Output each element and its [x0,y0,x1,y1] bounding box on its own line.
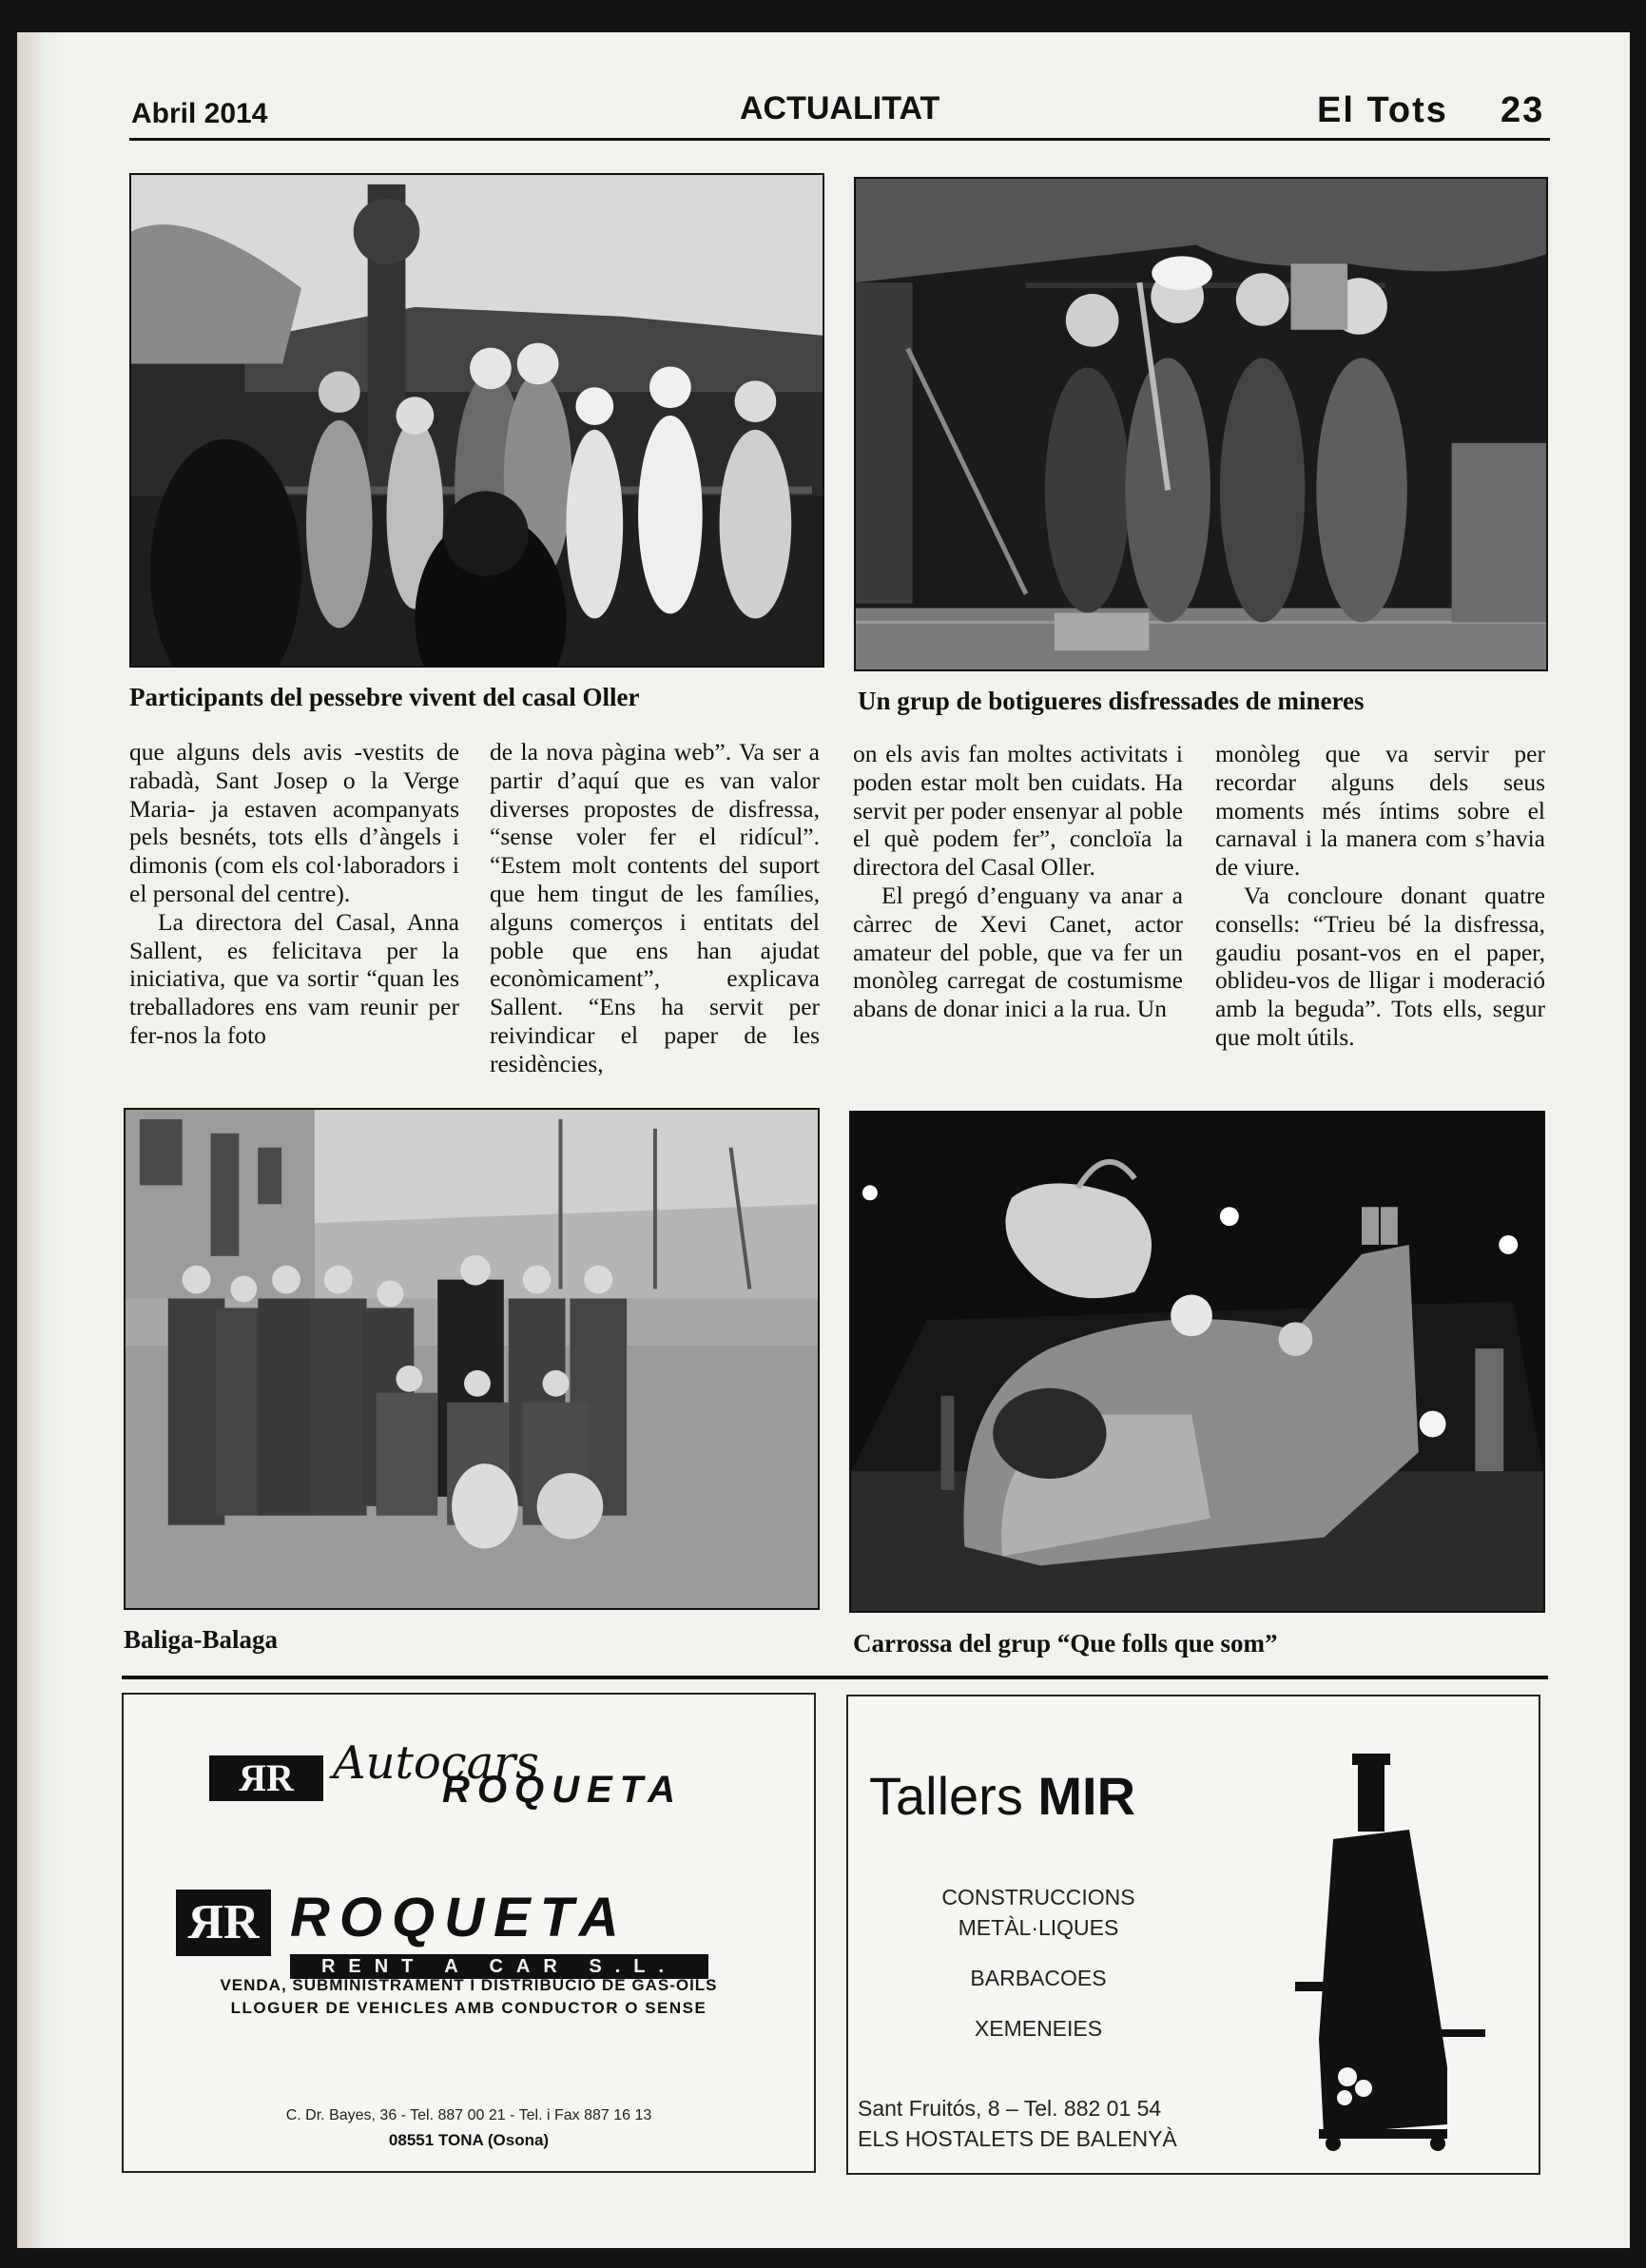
roqueta-services-1: VENDA, SUBMINISTRAMENT I DISTRIBUCIÓ DE GAS-OILS [220,1976,718,1994]
mir-address: Sant Fruitós, 8 – Tel. 882 01 54 [858,2096,1162,2121]
rent-a-car-bar: RENT A CAR S.L. [290,1954,708,1979]
mir-title-light: Tallers [869,1766,1023,1826]
barbecue-icon [1295,1754,1485,2153]
article-col3-para2: El pregó d’enguany va anar a càrrec de Xevi Canet, actor amateur del poble, que va fer un monòleg carregat de costumisme abans de donar inici a la rua. Un [853,881,1183,1023]
mir-service-3: XEMENEIES [974,2016,1103,2041]
article-col1-para1: que alguns dels avis -vestits de rabadà, Sant Josep o la Verge Maria- ja estaven acompanyats pels besnéts, tots ells d’àngels i dimonis (com els col·laboradors i el personal del centre). [129,738,459,907]
roqueta-address: C. Dr. Bayes, 36 - Tel. 887 00 21 - Tel. i Fax 887 16 13 [285,2107,652,2123]
ad-tallers-mir [846,1695,1540,2175]
ad-autocars-roqueta [122,1693,816,2173]
mir-town: ELS HOSTALETS DE BALENYÀ [858,2126,1177,2151]
article-column-4 [1215,740,1545,1052]
section-title: ACTUALITAT [740,90,940,126]
mir-service-2: BARBACOES [970,1966,1107,1990]
article-col4-para1: monòleg que va servir per recordar alguns dels seus moments més íntims sobre el carnaval i la manera com s’havia de viure. [1215,740,1545,882]
photo-baliga-balaga [124,1108,820,1610]
roqueta-name-top: ROQUETA [442,1769,684,1811]
roqueta-logo-top [209,1736,694,1811]
mir-service-1a: CONSTRUCCIONS [941,1885,1135,1909]
mir-service-1b: METÀL·LIQUES [958,1915,1119,1940]
autocars-script: Autocars [333,1736,539,1790]
article-col2-para1: de la nova pàgina web”. Va ser a partir d’aquí que es van valor diverses propostes de disfressa, “sense voler fer el ridícul”. “Estem molt contents del suport que hem tingut de les famílies, alguns comerços i entitats del poble que ens han ajudat econòmicament”, explicava Sallent. “Ens ha servit per reivindicar el paper de les residències, [490,738,820,1077]
publication-name: El Tots [1317,90,1448,130]
photo-pessebre [129,173,824,668]
article-col3-para1: on els avis fan moltes activitats i poden estar molt ben cuidats. Ha servit per poder ensenyar al poble el què podem fer”, concloïa la directora del Casal Oller. [853,740,1183,882]
article-column-2 [490,738,820,1078]
page-number: 23 [1501,90,1545,130]
caption-pessebre: Participants del pessebre vivent del casal Oller [129,683,640,711]
caption-botigueres: Un grup de botigueres disfressades de mineres [858,687,1365,715]
rr-logo-mark: ЯR [209,1755,323,1801]
article-column-1 [129,738,459,1050]
ads-rule [122,1676,1548,1679]
photo-carrossa [849,1111,1545,1613]
photo-botigueres [854,177,1548,671]
page-spine-shadow [17,32,68,2248]
article-col4-para2: Va concloure donant quatre consells: “Trieu bé la disfressa, gaudiu posant-vos en el paper, oblideu-vos de lligar i moderació amb la beguda”. Tots ells, segur que molt útils. [1215,881,1545,1051]
roqueta-name-main: ROQUETA [290,1887,629,1948]
caption-carrossa: Carrossa del grup “Que folls que som” [853,1629,1278,1657]
header-rule [129,138,1550,141]
roqueta-town: 08551 TONA (Osona) [388,2131,550,2149]
caption-baliga-balaga: Baliga-Balaga [124,1625,279,1654]
mir-title [869,1765,1135,1827]
article-col1-para2: La directora del Casal, Anna Sallent, es felicitava per la iniciativa, que va sortir “quan les treballadores ens vam reunir per fer-nos la foto [129,907,459,1049]
issue-date: Abril 2014 [131,98,268,129]
article-column-3 [853,740,1183,1023]
roqueta-services-2: LLOGUER DE VEHICLES AMB CONDUCTOR O SENSE [230,1999,707,2017]
rr-logo-mark-large: ЯR [176,1890,271,1956]
mir-title-bold: MIR [1037,1766,1136,1826]
